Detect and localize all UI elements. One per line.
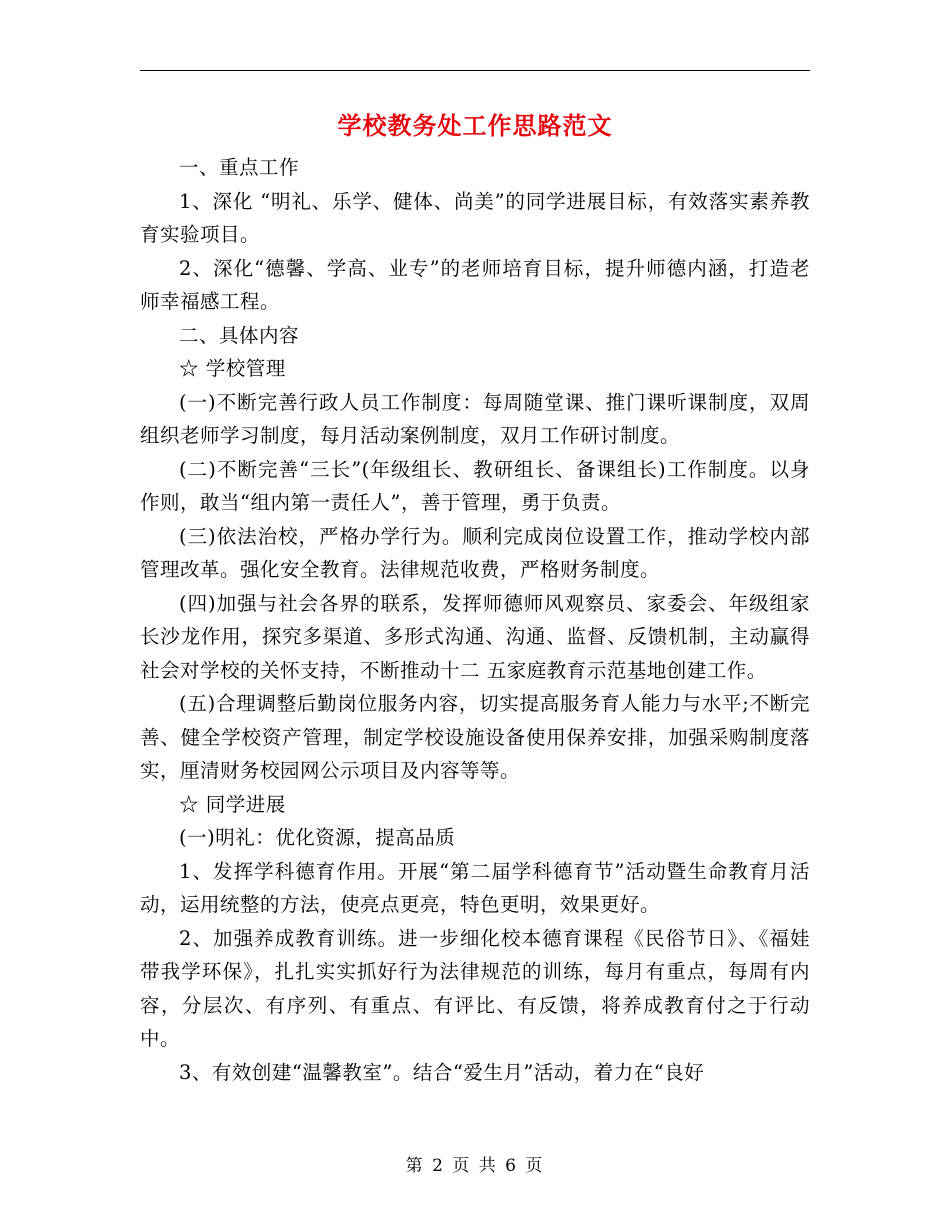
section-heading-details: 二、具体内容 [179, 323, 300, 347]
paragraph: (四)加强与社会各界的联系，发挥师德师风观察员、家委会、年级组家长沙龙作用，探究多渠道、多形式沟通、沟通、监督、反馈机制，主动赢得社会对学校的关怀支持，不断推动十二 五家庭教育示范基地创建工作。 [140, 591, 810, 682]
paragraph: 2、深化“德馨、学高、业专”的老师培育目标，提升师德内涵，打造老师幸福感工程。 [140, 256, 810, 313]
paragraph: 1、发挥学科德育作用。开展“第二届学科德育节”活动暨生命教育月活动，运用统整的方法，使亮点更亮，特色更明，效果更好。 [140, 859, 810, 916]
header-rule [140, 70, 810, 71]
paragraph: (一)明礼：优化资源，提高品质 [179, 826, 456, 849]
section-heading-key-work: 一、重点工作 [179, 156, 300, 179]
document-title: 学校教务处工作思路范文 [337, 111, 613, 140]
paragraph: (二)不断完善“三长”(年级组长、教研组长、备课组长)工作制度。以身作则，敢当“组内第一责任人”，善于管理，勇于负责。 [140, 457, 810, 514]
paragraph: (一)不断完善行政人员工作制度：每周随堂课、推门课听课制度，双周组织老师学习制度，每月活动案例制度，双月工作研讨制度。 [140, 390, 810, 447]
paragraph: 1、深化 “明礼、乐学、健体、尚美”的同学进展目标，有效落实素养教育实验项目。 [140, 189, 810, 246]
page-number: 第 2 页 共 6 页 [405, 1156, 545, 1176]
subsection-heading-school-management: ☆ 学校管理 [179, 357, 286, 380]
subsection-heading-student-development: ☆ 同学进展 [179, 792, 286, 816]
paragraph: 2、加强养成教育训练。进一步细化校本德育课程《民俗节日》、《福娃带我学环保》，扎扎实实抓好行为法律规范的训练，每月有重点，每周有内容，分层次、有序列、有重点、有评比、有反馈，将养成教育付之于行动中。 [140, 926, 810, 1050]
paragraph: 3、有效创建“温馨教室”。结合“爱生月”活动，着力在“良好 [179, 1060, 705, 1084]
paragraph: (五)合理调整后勤岗位服务内容，切实提高服务育人能力与水平;不断完善、健全学校资产管理，制定学校设施设备使用保养安排，加强采购制度落实，厘清财务校园网公示项目及内容等等。 [140, 692, 810, 782]
paragraph: (三)依法治校，严格办学行为。顺利完成岗位设置工作，推动学校内部管理改革。强化安全教育。法律规范收费，严格财务制度。 [140, 524, 810, 581]
document-body [140, 151, 810, 1089]
